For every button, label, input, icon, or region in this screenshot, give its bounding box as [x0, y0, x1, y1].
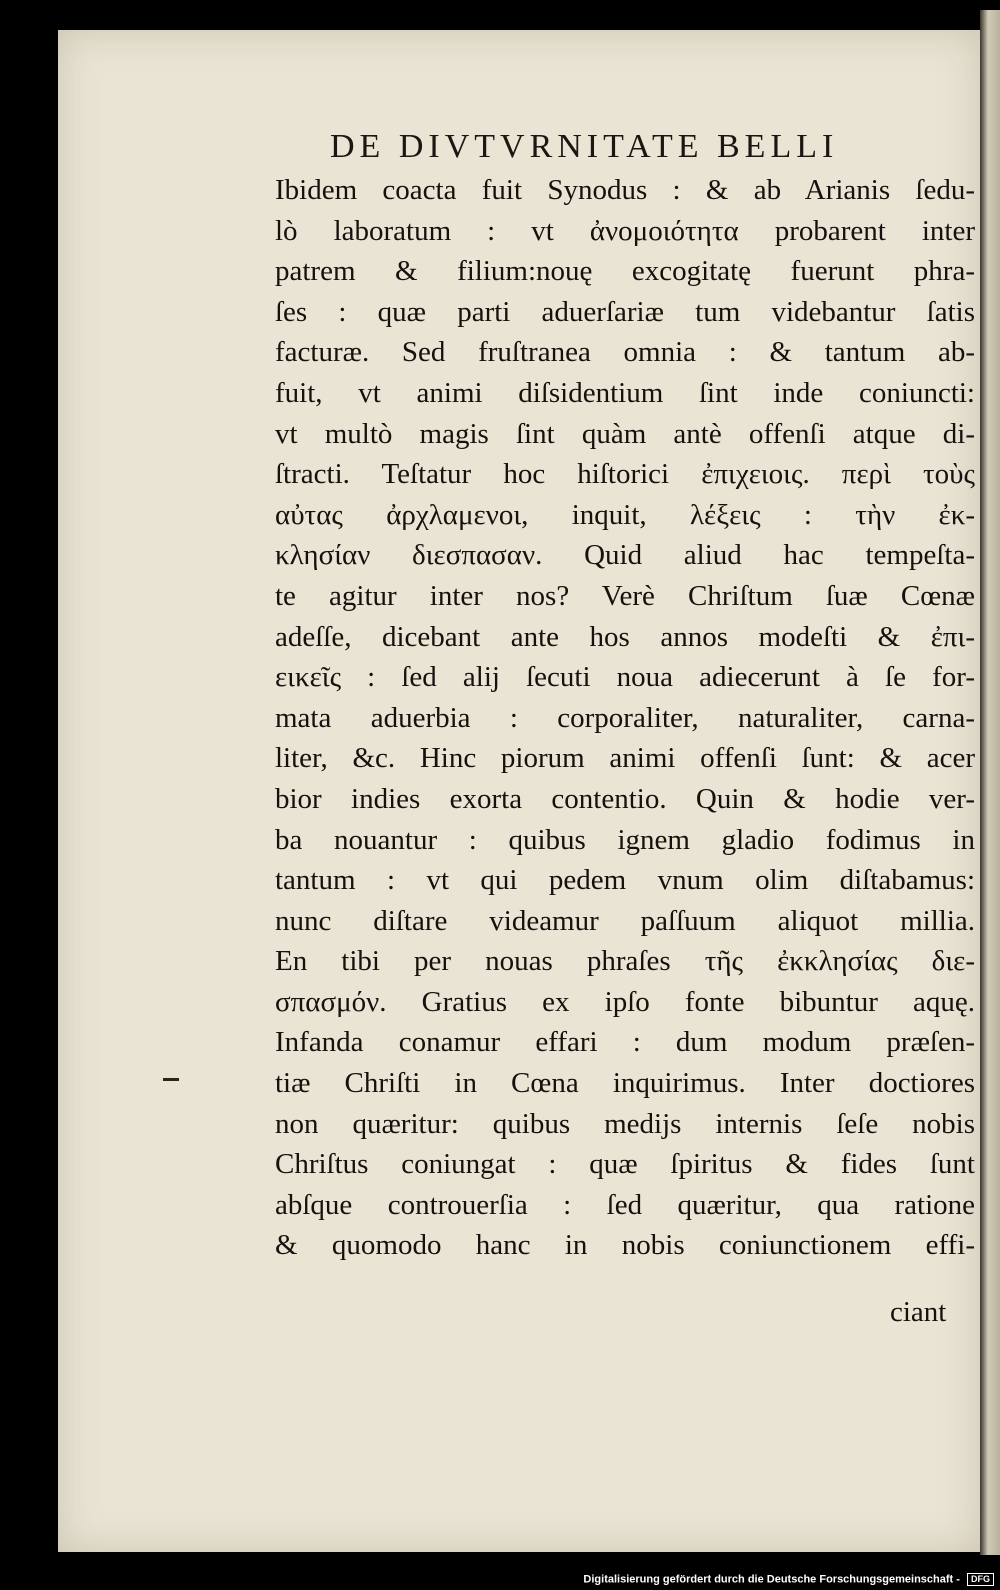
text-line: nunc diſtare videamur paſſuum aliquot millia. [275, 904, 975, 937]
text-line: κλησίαν διεσπασαν. Quid aliud hac tempeſta- [275, 539, 975, 572]
text-line: Ibidem coacta fuit Synodus : & ab Arianis ſedu- [275, 174, 975, 206]
text-line: adeſſe, dicebant ante hos annos modeſti & ἐπι- [275, 620, 975, 653]
text-line: te agitur inter nos? Verè Chriſtum ſuæ Cœnæ [275, 579, 975, 612]
text-line: En tibi per nouas phraſes τῆς ἐκκλησίας διε- [275, 945, 975, 978]
text-line: σπασμόν. Gratius ex ipſo fonte bibuntur aquę. [275, 985, 975, 1018]
text-line: αὐτας ἀρχλαμενοι, inquit, λέξεις : τὴν ἐκ- [275, 498, 975, 531]
text-line: & quomodo hanc in nobis coniunctionem effi- [275, 1229, 975, 1262]
text-line: tiæ Chriſti in Cœna inquirimus. Inter doctiores [275, 1067, 975, 1100]
text-line: ba nouantur : quibus ignem gladio fodimus in [275, 823, 975, 856]
dfg-logo-icon: DFG [967, 1573, 994, 1586]
text-line: bior indies exorta contentio. Quin & hodie ver- [275, 782, 975, 815]
text-line: εικεῖς : ſed alij ſecuti noua adiecerunt à ſe for- [275, 661, 975, 694]
text-line: fuit, vt animi diſsidentium ſint inde coniuncti: [275, 376, 975, 409]
footer-text: Digitalisierung gefördert durch die Deutsche Forschungsgemeinschaft - [583, 1573, 960, 1586]
digitization-footer [583, 1573, 994, 1586]
text-line: liter, &c. Hinc piorum animi offenſi ſunt: & acer [275, 742, 975, 775]
text-line: facturæ. Sed fruſtranea omnia : & tantum ab- [275, 336, 975, 369]
text-line: tantum : vt qui pedem vnum olim diſtabamus: [275, 864, 975, 897]
text-line: mata aduerbia : corporaliter, naturaliter, carna- [275, 701, 975, 734]
margin-mark [163, 1078, 179, 1081]
catchword: ciant [890, 1296, 947, 1328]
text-line: Chriſtus coniungat : quæ ſpiritus & fides ſunt [275, 1148, 975, 1181]
text-line: ſtracti. Teſtatur hoc hiſtorici ἐπιχειοις. περὶ τοὺς [275, 458, 975, 491]
page-edge [980, 10, 1000, 1555]
text-line: lò laboratum : vt ἀνομοιότητα probarent inter [275, 214, 975, 247]
text-line: patrem & filium:nouę excogitatę fuerunt phra- [275, 255, 975, 288]
running-head: DE DIVTVRNITATE BELLI [330, 128, 839, 165]
text-line: Infanda conamur effari : dum modum præſen- [275, 1026, 975, 1059]
text-line: abſque controuerſia : ſed quæritur, qua ratione [275, 1188, 975, 1221]
body-text [275, 170, 975, 1266]
text-line: non quæritur: quibus medijs internis ſeſe nobis [275, 1107, 975, 1140]
text-line: ſes : quæ parti aduerſariæ tum videbantur ſatis [275, 295, 975, 328]
text-line: vt multò magis ſint quàm antè offenſi atque di- [275, 417, 975, 450]
